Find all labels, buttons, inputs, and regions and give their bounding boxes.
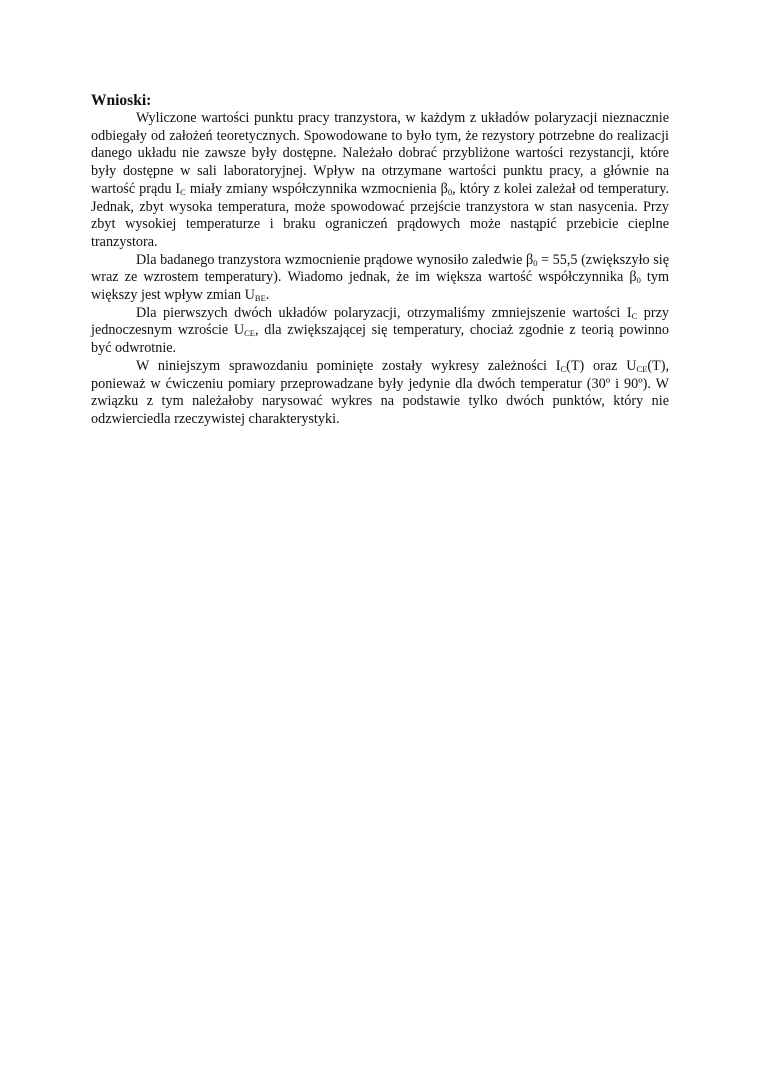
section-heading: Wnioski: bbox=[91, 92, 152, 109]
paragraph-2-text-b: = 55,5 (zwiększyło się wraz ze wzrostem temperatury). Wiadomo jednak, że im większa wartość współczynnika β bbox=[91, 251, 669, 286]
paragraph-3 bbox=[91, 305, 669, 358]
paragraph-3-text-a: Dla pierwszych dwóch układów polaryzacji, otrzymaliśmy zmniejszenie wartości I bbox=[136, 304, 632, 321]
paragraph-1-text-a: Wyliczone wartości punktu pracy tranzystora, w każdym z układów polaryzacji nieznacznie odbiegały od założeń teoretycznych. Spowodowane to było tym, że rezystory potrzebne do realizacji danego układu nie zawsze były dostępne. Należało dobrać przybliżone wartości rezystancji, które były dostępne w sali laboratoryjnej. Wpływ na otrzymane wartości punktu pracy, a głównie na wartość prądu I bbox=[91, 110, 669, 197]
paragraph-4-text-c: (T), ponieważ w ćwiczeniu pomiary przeprowadzane były jedynie dla dwóch temperatur (30º i 90º). W związku z tym należałoby narysować wykres na podstawie tylko dwóch punktów, który nie odzwierciedla rzeczywistej charakterystyki. bbox=[91, 357, 669, 427]
subscript: CE bbox=[636, 363, 648, 374]
paragraph-2 bbox=[91, 252, 669, 305]
subscript: 0 bbox=[533, 257, 538, 268]
subscript: C bbox=[631, 310, 638, 321]
paragraph-3-text-b: przy jednoczesnym wzroście U bbox=[91, 304, 669, 339]
paragraph-2-text-c: tym większy jest wpływ zmian U bbox=[91, 269, 669, 304]
subscript: C bbox=[560, 363, 567, 374]
paragraph-1-text-c: , który z kolei zależał od temperatury. Jednak, zbyt wysoka temperatura, może spowodować przejście tranzystora w stan nasycenia. Przy zbyt wysokiej temperaturze i braku ograniczeń prądowych może nastąpić przebicie cieplne tranzystora. bbox=[91, 180, 669, 250]
subscript: C bbox=[180, 186, 186, 197]
subscript: CE bbox=[244, 328, 256, 339]
paragraph-4-text-a: W niniejszym sprawozdaniu pominięte zostały wykresy zależności I bbox=[136, 357, 561, 374]
paragraph-2-text-a: Dla badanego tranzystora wzmocnienie prądowe wynosiło zaledwie β bbox=[136, 251, 534, 268]
subscript: BE bbox=[254, 293, 266, 304]
paragraph-2-text-d: . bbox=[265, 287, 270, 304]
subscript: 0 bbox=[447, 186, 453, 197]
subscript: 0 bbox=[636, 275, 641, 286]
paragraph-1-text-b: miały zmiany współczynnika wzmocnienia β bbox=[185, 180, 448, 197]
paragraph-3-text-c: , dla zwiększającej się temperatury, chociaż zgodnie z teorią powinno być odwrotnie. bbox=[91, 322, 669, 357]
document-page bbox=[91, 92, 669, 429]
paragraph-4 bbox=[91, 358, 669, 429]
paragraph-4-text-b: (T) oraz U bbox=[566, 357, 637, 374]
paragraph-1 bbox=[91, 110, 669, 252]
